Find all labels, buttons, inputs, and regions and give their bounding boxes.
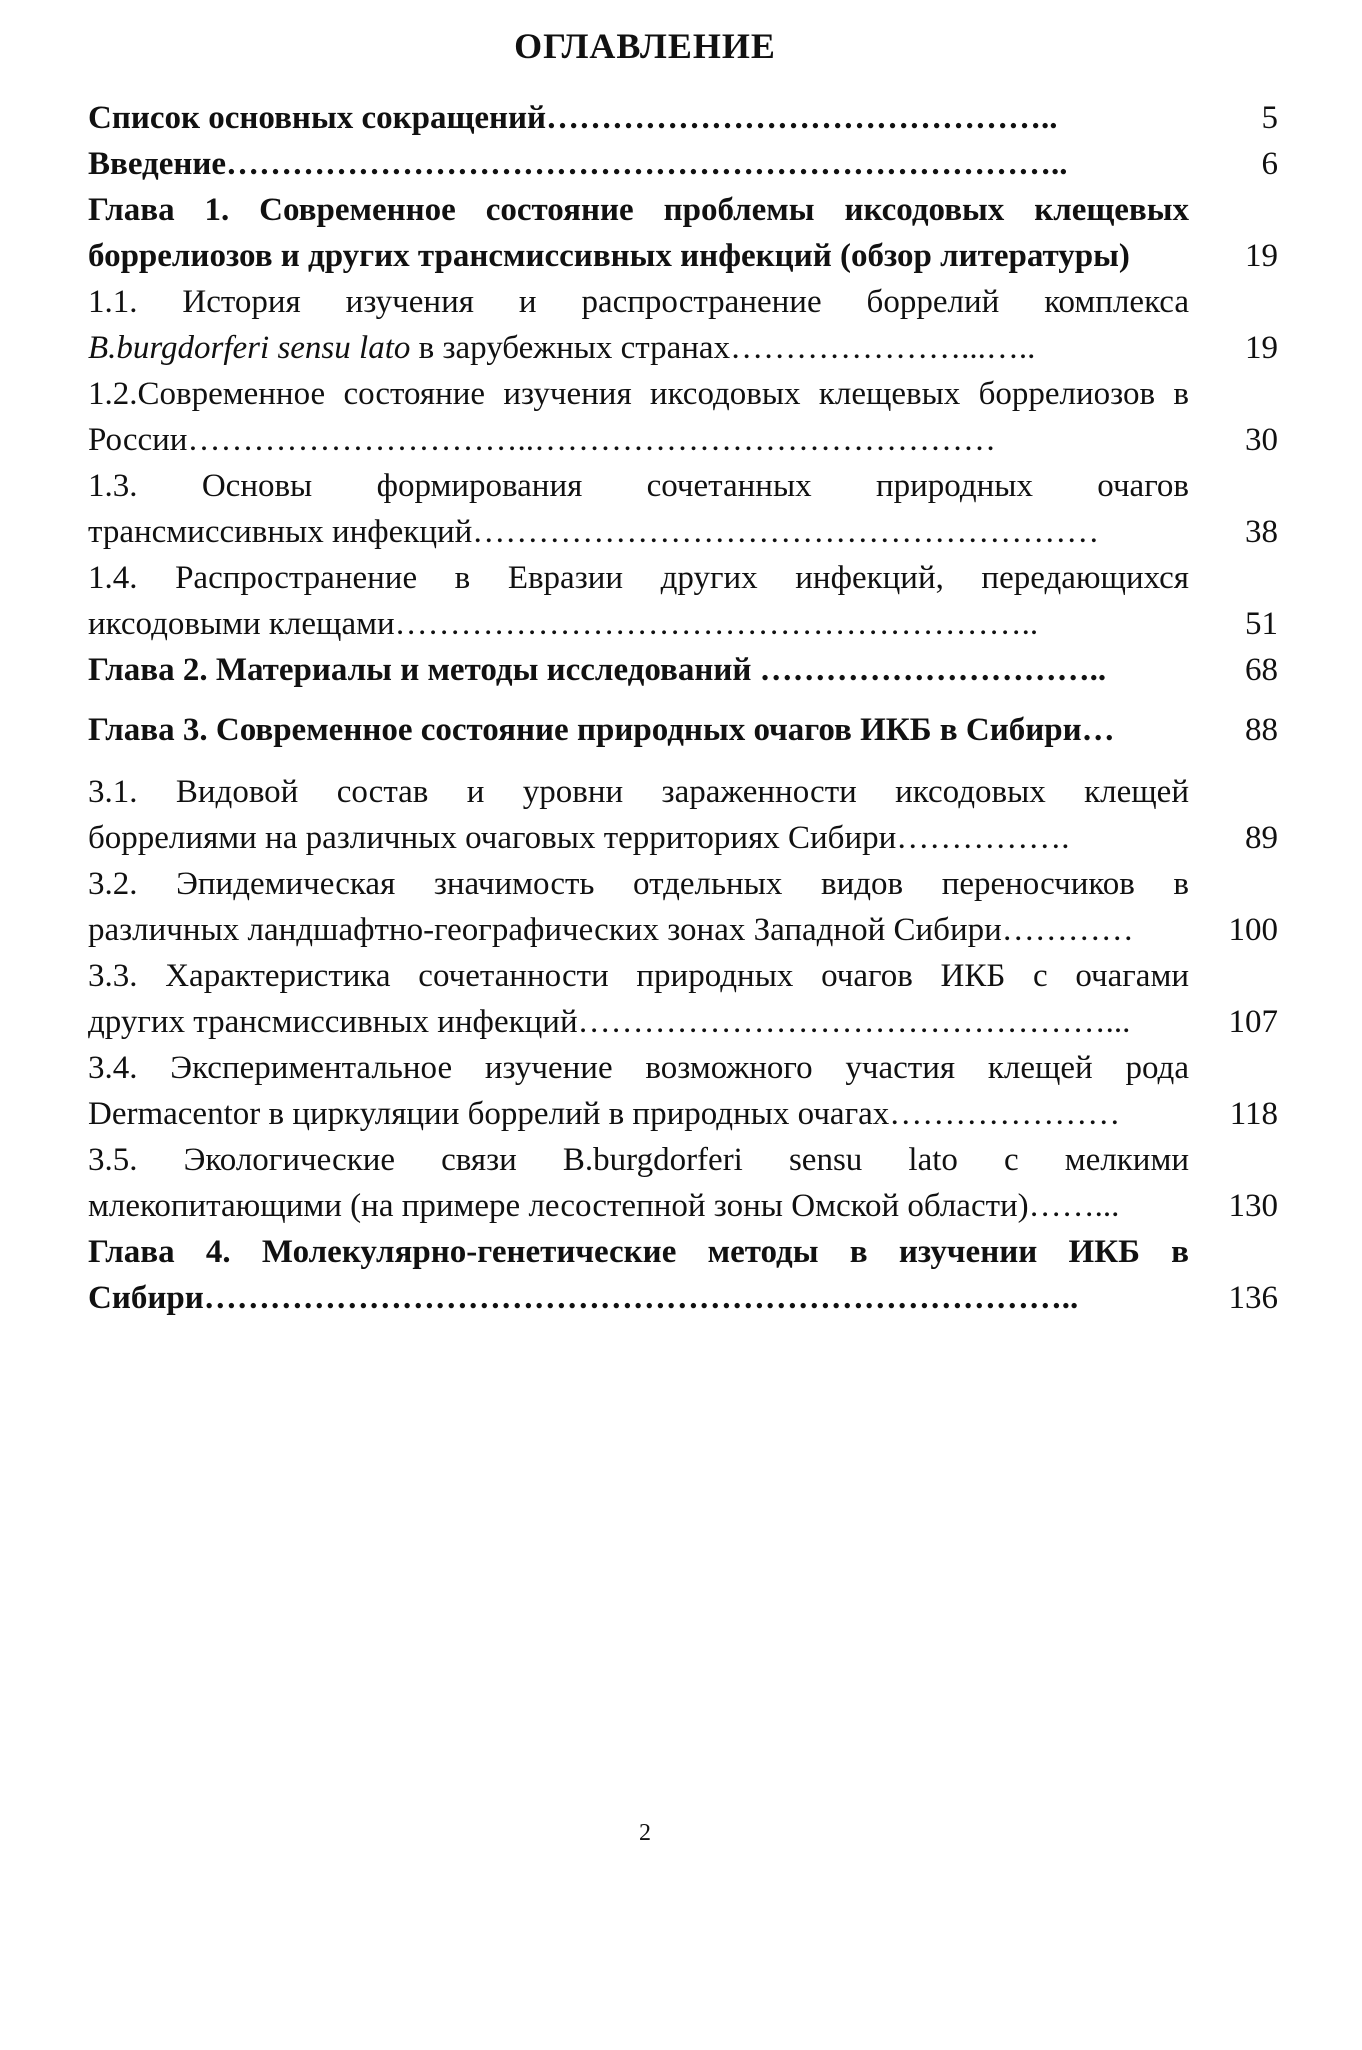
- page-title: ОГЛАВЛЕНИЕ: [514, 26, 776, 66]
- toc-page-number: 38: [1245, 514, 1278, 550]
- toc-page-number: 100: [1228, 912, 1278, 948]
- toc-entry-line: Введение…………………………………………………………………..: [88, 146, 1068, 182]
- toc-entry: [88, 648, 1278, 694]
- toc-entry: [88, 464, 1278, 556]
- toc-page-number: 107: [1228, 1004, 1278, 1040]
- toc-entry-line: 1.2.Современное состояние изучения иксодовых клещевых боррелиозов в: [88, 376, 1189, 412]
- page-number-footer: 2: [639, 1820, 651, 1846]
- toc-entry-line: Сибири……………………………………………………………………..: [88, 1280, 1079, 1316]
- toc-page-number: 68: [1245, 652, 1278, 688]
- toc-entry-line: 1.3. Основы формирования сочетанных природных очагов: [88, 468, 1189, 504]
- toc-page-number: 5: [1261, 100, 1278, 136]
- toc-entry-line: других трансмиссивных инфекций…………………………………………...: [88, 1004, 1131, 1040]
- toc-page-number: 88: [1245, 712, 1278, 748]
- toc-page-number: 118: [1229, 1096, 1278, 1132]
- toc-entry: [88, 96, 1278, 142]
- toc-entry: [88, 1138, 1278, 1230]
- toc-entry-line: B.burgdorferi sensu lato в зарубежных странах…………………...…..: [88, 330, 1036, 366]
- toc-entry-line: 3.2. Эпидемическая значимость отдельных видов переносчиков в: [88, 866, 1189, 902]
- toc-entry-line: 1.4. Распространение в Евразии других инфекций, передающихся: [88, 560, 1189, 596]
- toc-entry: [88, 770, 1278, 862]
- toc-entry-line: млекопитающими (на примере лесостепной зоны Омской области)……...: [88, 1188, 1120, 1224]
- toc-entry: [88, 862, 1278, 954]
- toc-page-number: 19: [1245, 330, 1278, 366]
- toc-page-number: 51: [1245, 606, 1278, 642]
- toc-page-number: 89: [1245, 820, 1278, 856]
- toc-entry: [88, 188, 1278, 280]
- toc-entry-line: Dermacentor в циркуляции боррелий в природных очагах…………………: [88, 1096, 1121, 1132]
- toc-entry: [88, 556, 1278, 648]
- toc-entry-line: Глава 2. Материалы и методы исследований …………………………..: [88, 652, 1107, 688]
- toc-entry-line: Глава 1. Современное состояние проблемы иксодовых клещевых: [88, 192, 1189, 228]
- toc-entry-line: 3.5. Экологические связи B.burgdorferi sensu lato с мелкими: [88, 1142, 1189, 1178]
- toc-page-number: 6: [1261, 146, 1278, 182]
- toc-entry-line: иксодовыми клещами…………………………………………………..: [88, 606, 1039, 642]
- toc-entry-line: Список основных сокращений………………………………………..: [88, 100, 1058, 136]
- toc-page-number: 130: [1228, 1188, 1278, 1224]
- toc-entry-line: трансмиссивных инфекций…………………………………………………: [88, 514, 1100, 550]
- toc-entry-line: Глава 3. Современное состояние природных очагов ИКБ в Сибири…: [88, 712, 1115, 748]
- toc-entry-line: 3.1. Видовой состав и уровни зараженности иксодовых клещей: [88, 774, 1189, 810]
- toc-entry: [88, 1230, 1278, 1322]
- toc-entry-line: 3.4. Экспериментальное изучение возможного участия клещей рода: [88, 1050, 1189, 1086]
- toc-page-number: 136: [1228, 1280, 1278, 1316]
- toc-entry-line: России…………………………..……………………………………: [88, 422, 996, 458]
- toc-entry-line: боррелиозов и других трансмиссивных инфекций (обзор литературы): [88, 238, 1130, 274]
- toc-page-number: 30: [1245, 422, 1278, 458]
- toc-entry: [88, 1046, 1278, 1138]
- toc-entry-line: 3.3. Характеристика сочетанности природных очагов ИКБ с очагами: [88, 958, 1189, 994]
- toc-entry: [88, 708, 1278, 754]
- toc-entry: [88, 280, 1278, 372]
- toc-entry: [88, 142, 1278, 188]
- toc-entry-line: Глава 4. Молекулярно-генетические методы в изучении ИКБ в: [88, 1234, 1189, 1270]
- toc-entry-line: различных ландшафтно-географических зонах Западной Сибири…………: [88, 912, 1134, 948]
- toc-entry: [88, 372, 1278, 464]
- toc-entry: [88, 954, 1278, 1046]
- toc-page-number: 19: [1245, 238, 1278, 274]
- toc-entry-line: 1.1. История изучения и распространение боррелий комплекса: [88, 284, 1189, 320]
- toc-entry-line: боррелиями на различных очаговых территориях Сибири…………….: [88, 820, 1070, 856]
